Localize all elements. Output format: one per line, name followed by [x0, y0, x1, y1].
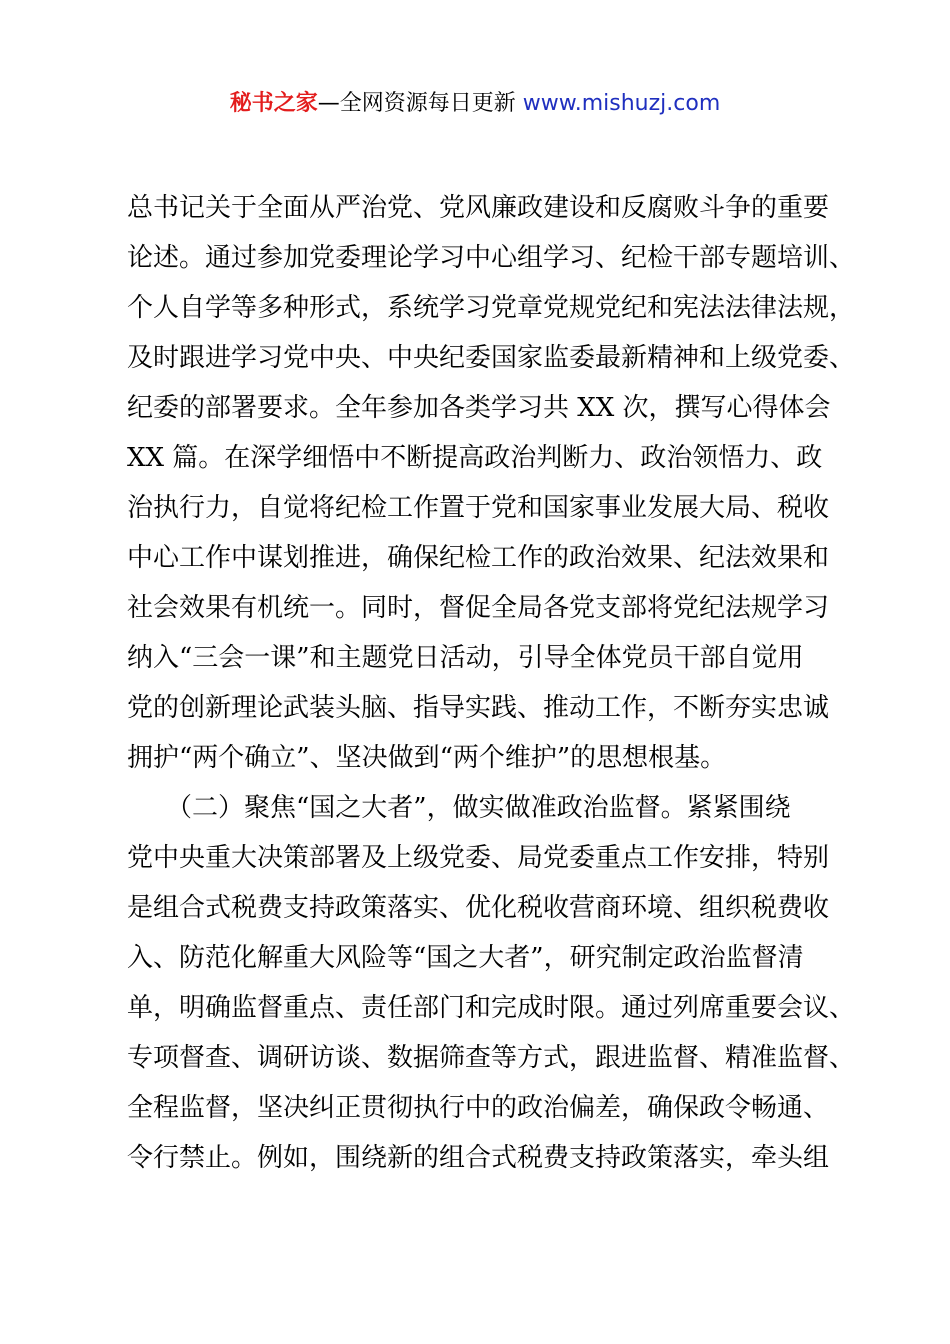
body-line: 个人自学等多种形式，系统学习党章党规党纪和宪法法律法规，: [127, 293, 856, 323]
body-line: 拥护“两个确立”、坚决做到“两个维护”的思想根基。: [127, 743, 727, 773]
body-line: 纳入“三会一课”和主题党日活动，引导全体党员干部自觉用: [127, 643, 804, 673]
body-line: 是组合式税费支持政策落实、优化税收营商环境、组织税费收: [127, 893, 830, 923]
body-line: 论述。通过参加党委理论学习中心组学习、纪检干部专题培训、: [127, 243, 856, 273]
document-body: [127, 183, 856, 1183]
website-link[interactable]: www.mishuzj.com: [522, 91, 721, 116]
body-line: 党的创新理论武装头脑、指导实践、推动工作，不断夯实忠诚: [127, 693, 830, 723]
body-line: 总书记关于全面从严治党、党风廉政建设和反腐败斗争的重要: [127, 193, 830, 223]
body-line: 入、防范化解重大风险等“国之大者”，研究制定政治监督清: [127, 943, 804, 973]
body-line: 治执行力，自觉将纪检工作置于党和国家事业发展大局、税收: [127, 493, 830, 523]
body-line: 纪委的部署要求。全年参加各类学习共 XX 次，撰写心得体会: [127, 393, 831, 423]
body-line: 社会效果有机统一。同时，督促全局各党支部将党纪法规学习: [127, 593, 830, 623]
body-line: 党中央重大决策部署及上级党委、局党委重点工作安排，特别: [127, 843, 830, 873]
brand-name: 秘书之家: [229, 91, 318, 116]
body-line: 全程监督，坚决纠正贯彻执行中的政治偏差，确保政令畅通、: [127, 1093, 830, 1123]
body-line: 令行禁止。例如，围绕新的组合式税费支持政策落实，牵头组: [127, 1143, 830, 1173]
body-line: XX 篇。在深学细悟中不断提高政治判断力、政治领悟力、政: [127, 443, 823, 473]
section-heading-line: （二）聚焦“国之大者”，做实做准政治监督。紧紧围绕: [127, 793, 791, 823]
body-line: 中心工作中谋划推进，确保纪检工作的政治效果、纪法效果和: [127, 543, 830, 573]
header-tagline: —全网资源每日更新: [317, 91, 516, 116]
body-line: 及时跟进学习党中央、中央纪委国家监委最新精神和上级党委、: [127, 343, 856, 373]
body-line: 单，明确监督重点、责任部门和完成时限。通过列席重要会议、: [127, 993, 856, 1023]
body-line: 专项督查、调研访谈、数据筛查等方式，跟进监督、精准监督、: [127, 1043, 856, 1073]
page-header: [0, 88, 950, 120]
